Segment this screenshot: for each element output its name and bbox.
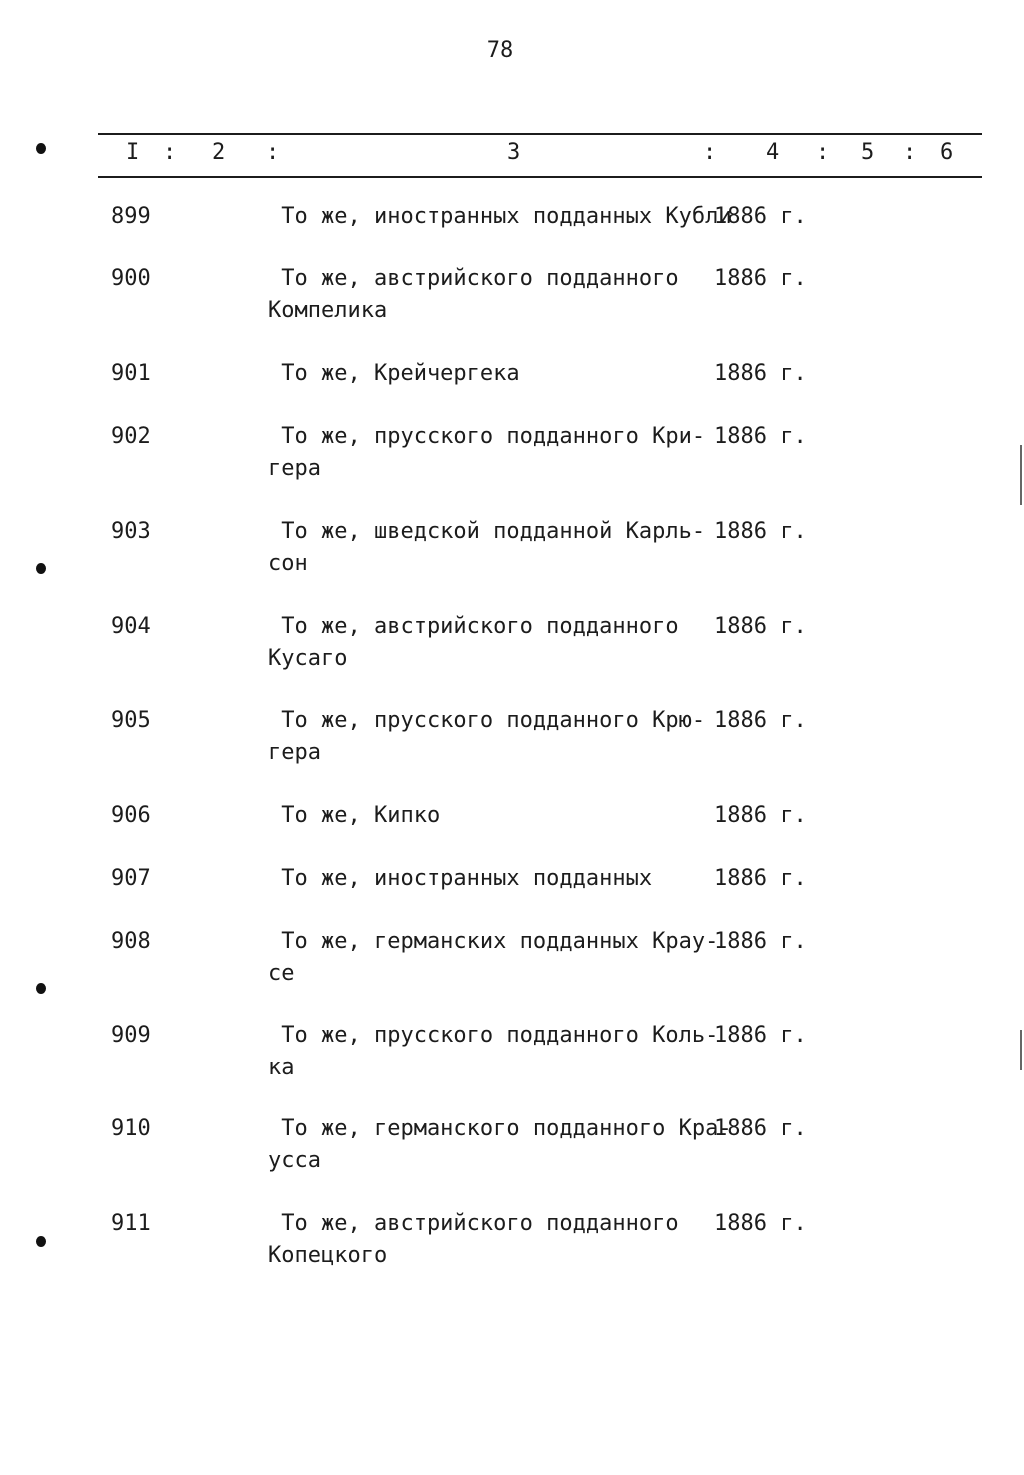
entry-number: 907 [111,866,151,891]
header-separator: : [816,140,830,165]
entry-description: То же, шведской подданной Карль- сон [268,519,706,576]
entry-description: То же, иностранных подданных [268,866,653,891]
entry-description: То же, прусского подданного Коль- ка [268,1023,719,1080]
header-separator: : [703,140,717,165]
entry-description: То же, германского подданного Кра- усса [268,1116,732,1173]
entry-number: 908 [111,929,151,954]
entry-description: То же, австрийского подданного Компелика [268,266,679,323]
punch-hole-icon [36,1236,46,1247]
page-number: 78 [486,38,514,63]
punch-hole-icon [36,143,46,154]
entry-number: 902 [111,424,151,449]
header-col-1: I [126,140,140,165]
entry-description: То же, прусского подданного Кри- гера [268,424,706,481]
entry-number: 906 [111,803,151,828]
entry-year: 1886 г. [714,708,807,733]
entry-number: 909 [111,1023,151,1048]
header-col-2: 2 [212,140,226,165]
entry-year: 1886 г. [714,803,807,828]
entry-number: 910 [111,1116,151,1141]
entry-description: То же, австрийского подданного Кусаго [268,614,679,671]
header-col-6: 6 [940,140,954,165]
entry-year: 1886 г. [714,361,807,386]
entry-description: То же, прусского подданного Крю- гера [268,708,706,765]
header-separator: : [266,140,280,165]
header-col-3: 3 [507,140,521,165]
header-col-5: 5 [861,140,875,165]
scan-edge-mark [1020,445,1022,505]
entry-year: 1886 г. [714,866,807,891]
entry-year: 1886 г. [714,929,807,954]
entry-number: 901 [111,361,151,386]
entry-number: 904 [111,614,151,639]
entry-year: 1886 г. [714,266,807,291]
entry-number: 900 [111,266,151,291]
entry-number: 903 [111,519,151,544]
table-header-row [0,140,1024,170]
entry-year: 1886 г. [714,614,807,639]
entry-description: То же, Крейчергека [268,361,520,386]
scan-edge-mark [1020,1030,1022,1070]
entry-year: 1886 г. [714,204,807,229]
header-bottom-rule [98,176,982,178]
entry-year: 1886 г. [714,1116,807,1141]
entry-number: 905 [111,708,151,733]
entry-description: То же, иностранных подданных Кубли [268,204,732,229]
header-separator: : [903,140,917,165]
entry-year: 1886 г. [714,424,807,449]
entry-year: 1886 г. [714,1211,807,1236]
entry-description: То же, австрийского подданного Копецкого [268,1211,679,1268]
entry-description: То же, германских подданных Крау- се [268,929,719,986]
entry-number: 911 [111,1211,151,1236]
header-separator: : [163,140,177,165]
entry-description: То же, Кипко [268,803,441,828]
entry-number: 899 [111,204,151,229]
entry-year: 1886 г. [714,519,807,544]
punch-hole-icon [36,983,46,994]
entry-year: 1886 г. [714,1023,807,1048]
header-col-4: 4 [766,140,780,165]
punch-hole-icon [36,563,46,574]
header-top-rule [98,133,982,135]
